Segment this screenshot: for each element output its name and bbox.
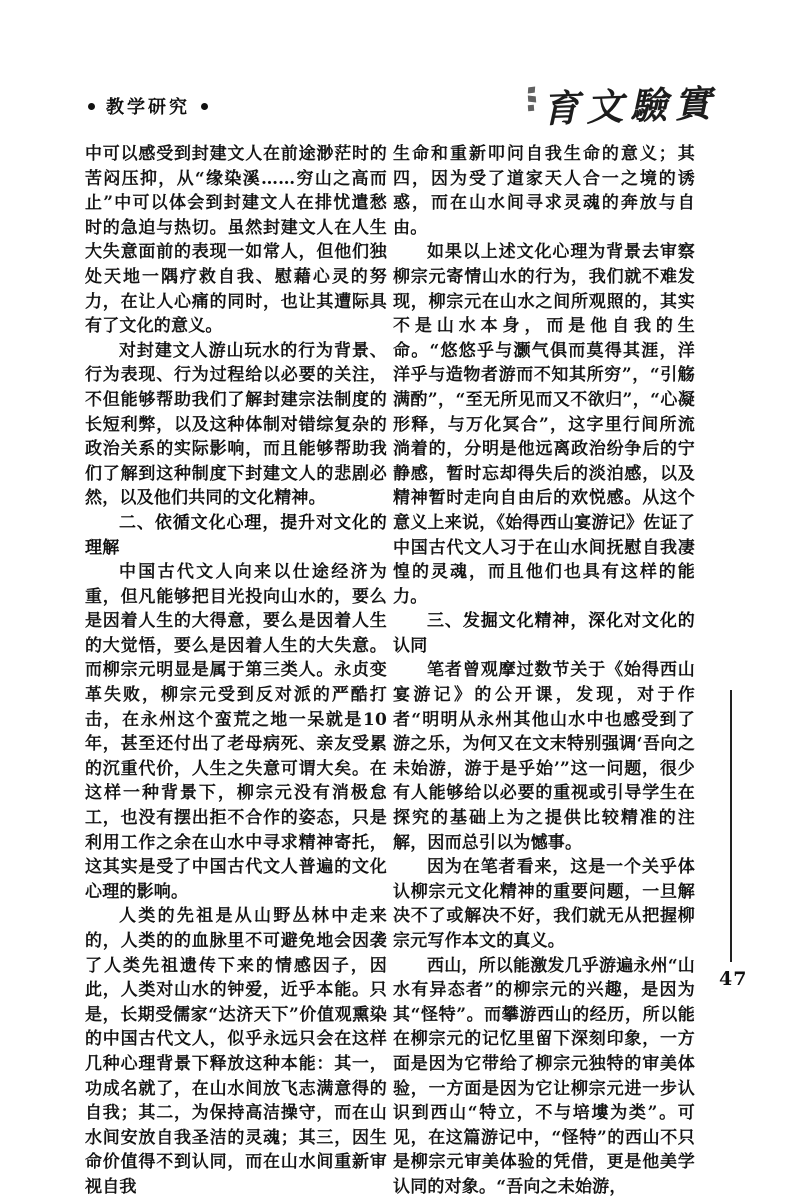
page-number: 47 <box>719 968 748 990</box>
bullet-icon <box>88 103 95 110</box>
paragraph: 生命和重新叩问自我生命的意义；其四，因为受了道家天人合一之境的诱惑，而在山水间寻求灵魂的奔放与自由。 <box>393 144 695 238</box>
paragraph: 中可以感受到封建文人在前途渺茫时的苦闷压抑，从“缘染溪……穷山之高而止”中可以体会到封建文人在排忧遣愁时的急迫与热切。虽然封建文人在人生大失意面前的表现一如常人，但他们独处天地一隅疗救自我、慰藉心灵的努力，在让人心痛的同时，也让其遭际具有了文化的意义。 <box>85 144 387 337</box>
bullet-icon <box>201 103 208 110</box>
paragraph: 人类的先祖是从山野丛林中走来的，人类的的血脉里不可避免地会因袭了人类先祖遗传下来的情感因子，因此，人类对山水的钟爱，近乎本能。只是，长期受儒家“达济天下”价值观熏染的中国古代文人，似乎永远只会在这样几种心理背景下释放这种本能：其一，功成名就了，在山水间放飞志满意得的自我；其二，为保持高洁操守，而在山水间安放自我圣洁的灵魂；其三，因生命价值得不到认同，而在山水间重新审视自我 <box>85 906 387 1197</box>
paragraph: 中国古代文人向来以仕途经济为重，但凡能够把目光投向山水的，要么是因着人生的大得意，要么是因着人生的大觉悟，要么是因着人生的大失意。而柳宗元明显是属于第三类人。永贞变革失败，柳宗元受到反对派的严酷打击，在永州这个蛮荒之地一呆就是10年，甚至还付出了老母病死、亲友受累的沉重代价，人生之失意可谓大矣。在这样一种背景下，柳宗元没有消极怠工，也没有摆出拒不合作的姿态，只是利用工作之余在山水中寻求精神寄托，这其实是受了中国古代文人普遍的文化心理的影响。 <box>85 562 387 902</box>
paragraph: 如果以上述文化心理为背景去审察柳宗元寄情山水的行为，我们就不难发现，柳宗元在山水之间所观照的，其实不是山水本身，而是他自我的生命。“悠悠乎与灏气俱而莫得其涯，洋洋乎与造物者游而不知其所穷”，“引觞满酌”，“至无所见而又不欲归”，“心凝形释，与万化冥合”，这字里行间所流淌着的，分明是他远离政治纷争后的宁静感，暂时忘却得失后的淡泊感，以及精神暂时走向自由后的欢悦感。从这个意义上来说，《始得西山宴游记》佐证了中国古代文人习于在山水间抚慰自我凄惶的灵魂，而且他们也具有这样的能力。 <box>393 242 695 607</box>
journal-logo <box>528 72 719 134</box>
paragraph: 对封建文人游山玩水的行为背景、行为表现、行为过程给以必要的关注，不但能够帮助我们了解封建宗法制度的长短利弊，以及这种体制对错综复杂的政治关系的实际影响，而且能够帮助我们了解到这种制度下封建文人的悲剧必然，以及他们共同的文化精神。 <box>85 340 387 509</box>
journal-logo-calligraphy: 育文驗實 <box>541 80 719 132</box>
section-label: 教学研究 <box>106 97 190 118</box>
right-column <box>393 142 695 1200</box>
paragraph: 因为在笔者看来，这是一个关乎体认柳宗元文化精神的重要问题，一旦解决不了或解决不好，我们就无从把握柳宗元写作本文的真义。 <box>393 857 695 951</box>
left-column <box>85 142 387 1200</box>
section-heading-2: 二、依循文化心理，提升对文化的理解 <box>85 512 387 558</box>
paragraph: 笔者曾观摩过数节关于《始得西山宴游记》的公开课，发现，对于作者“明明从永州其他山水中也感受到了游之乐，为何又在文末特别强调‘吾向之未始游，游于是乎始’”这一问题，很少有人能够给以必要的重视或引导学生在探究的基础上为之提供比较精准的注解，因而总引以为憾事。 <box>393 660 695 853</box>
margin-rule <box>730 690 732 962</box>
header-section <box>88 93 208 119</box>
paragraph: 西山，所以能激发几乎游遍永州“山水有异态者”的柳宗元的兴趣，是因为其“怪特”。而攀游西山的经历，所以能在柳宗元的记忆里留下深刻印象，一方面是因为它带给了柳宗元独特的审美体验，一方面是因为它让柳宗元进一步认识到西山“特立，不与培塿为类”。可见，在这篇游记中，“怪特”的西山不只是柳宗元审美体验的凭借，更是他美学认同的对象。“吾向之未始游， <box>393 955 695 1197</box>
logo-signature-marks <box>528 87 536 111</box>
section-heading-3: 三、发掘文化精神，深化对文化的认同 <box>393 611 695 656</box>
